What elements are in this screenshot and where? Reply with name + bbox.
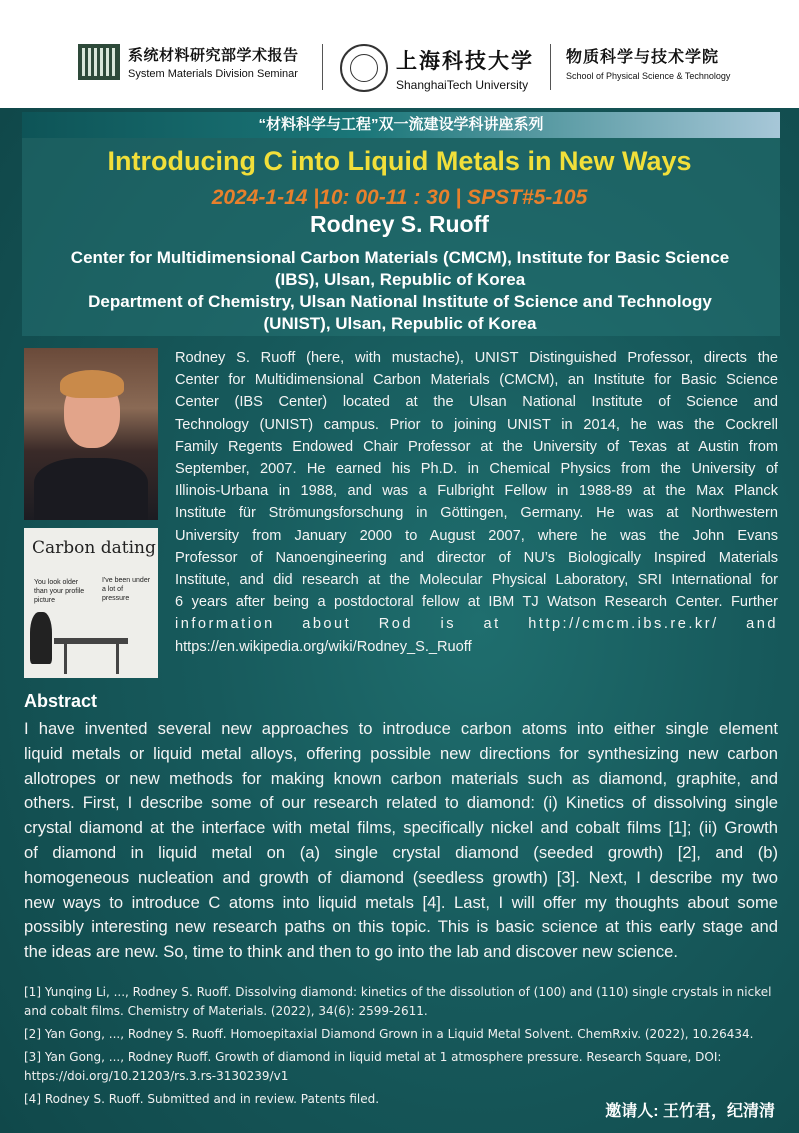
talk-date-location: 2024-1-14 |10: 00-11 : 30 | SPST#5-105 (211, 186, 588, 209)
abstract-line: homogeneous nucleation and growth of diamond (seedless growth) [3]. Next, I describe my two (24, 867, 778, 887)
abstract-line: of diamond in liquid metal on (a) single crystal diamond (seeded growth) [2], and (b) (24, 842, 778, 862)
abstract-text (24, 717, 778, 965)
shanghaitech-logo (340, 44, 534, 92)
abstract-line: crystal diamond at the interface with metal films, specifically nickel and cobalt films [1]; (ii) Growth (24, 818, 778, 838)
reference-item: [2] Yan Gong, ..., Rodney S. Ruoff. Homoepitaxial Diamond Grown in a Liquid Metal Solvent. ChemRxiv. (2022), 10.26434. (24, 1027, 754, 1041)
division-name-en: System Materials Division Seminar (128, 68, 298, 80)
bio-line: Center for Multidimensional Carbon Materials (CMCM), an Institute for Basic Science (175, 372, 778, 389)
abstract-heading: Abstract (24, 691, 98, 711)
header-divider (550, 44, 551, 90)
affiliation-2: Department of Chemistry, Ulsan National Institute of Science and Technology (UNIST), Ulsan, Republic of Korea (88, 292, 712, 333)
speaker-photo (24, 348, 158, 520)
abstract-line: liquid metals or liquid metal alloys, offering possible new directions for synthesizing new carbon (24, 743, 778, 763)
abstract-line: the ideas are new. So, time to think and then to go into the lab and discover new science. (24, 942, 679, 962)
university-name-cn: 上海科技大学 (396, 49, 534, 73)
cartoon-bubble-left: You look older than your profile picture (34, 579, 85, 604)
references (24, 983, 778, 1113)
school-name-en: School of Physical Science & Technology (566, 71, 731, 81)
reference-item: [3] Yan Gong, ..., Rodney Ruoff. Growth of diamond in liquid metal at 1 atmosphere pressure. Research Square, DOI: https://doi.org/10.21203/rs.3.rs-3130239/v1 (24, 1050, 722, 1083)
abstract-line: others. First, I describe some of our research related to diamond: (i) Kinetics of dissolving single (24, 793, 778, 813)
bio-line: Illinois-Urbana in 1988, and was a Fulbright Fellow in 1988-89 at the Max Planck (175, 483, 778, 500)
header-divider (322, 44, 323, 90)
reference-item: [4] Rodney S. Ruoff. Submitted and in review. Patents filed. (24, 1092, 380, 1106)
bio-line: Institute für Strömungsforschung in Göttingen, Germany. He was at Northwestern (175, 505, 778, 522)
reference-item: [1] Yunqing Li, ..., Rodney S. Ruoff. Dissolving diamond: kinetics of the dissolution of (100) and (110) single crystals in nickel and cobalt films. Chemistry of Materials. (2022), 34(6): 2599-2611. (24, 985, 772, 1018)
abstract-line: I have invented several new approaches to introduce carbon atoms into either single element (24, 719, 778, 738)
bio-line: Center (IBS Center) located at the Ulsan National Institute of Science and (175, 394, 778, 411)
inviter: 邀请人: 王竹君，纪清清 (605, 1103, 775, 1120)
system-materials-logo (78, 44, 299, 80)
bio-line: Institute, and did research at the Molecular Physical Laboratory, SRI International for (175, 572, 778, 589)
carbon-dating-cartoon (24, 528, 158, 678)
bio-line: 6 years after being a postdoctoral fellow at IBM TJ Watson Research Center. Further (175, 594, 778, 611)
school-name-cn: 物质科学与技术学院 (566, 49, 720, 66)
division-name-cn: 系统材料研究部学术报告 (128, 47, 299, 64)
lecture-series-banner: “材料科学与工程”双一流建设学科讲座系列 (22, 112, 780, 138)
bio-line: University from January 2000 to August 2007, where he was the John Evans (175, 527, 778, 544)
bio-line: Technology (UNIST) campus. Prior to joining UNIST in 2014, he was the Cockrell (175, 416, 778, 433)
school-logo (566, 44, 730, 81)
bio-line: Professor of Nanoengineering and director of NU’s Biologically Inspired Materials (175, 549, 778, 566)
speaker-name: Rodney S. Ruoff (310, 211, 489, 237)
bio-line: information about Rod is at http://cmcm.ibs.re.kr/ and (175, 616, 778, 633)
abstract-line: new ways to introduce C atoms into liquid metals [4]. Last, I will offer my thoughts about some (24, 892, 778, 912)
affiliation-1: Center for Multidimensional Carbon Materials (CMCM), Institute for Basic Science (IBS), Ulsan, Republic of Korea (70, 248, 730, 289)
division-logo-icon (78, 44, 120, 80)
bio-line: September, 2007. He earned his Ph.D. in Chemical Physics from the University of (175, 461, 778, 478)
talk-title: Introducing C into Liquid Metals in New Ways (107, 146, 692, 176)
header-bar (0, 0, 799, 108)
bio-line: https://en.wikipedia.org/wiki/Rodney_S._Ruoff (175, 638, 472, 655)
university-name-en: ShanghaiTech University (396, 77, 529, 92)
university-seal-icon (340, 44, 388, 92)
bio-line: Rodney S. Ruoff (here, with mustache), UNIST Distinguished Professor, directs the (175, 350, 778, 366)
bio-line: Family Regents Endowed Chair Professor at the University of Texas at Austin from (175, 438, 778, 455)
speaker-bio (175, 347, 778, 658)
abstract-line: possibly interesting new research paths on this topic. This is basic science at this early stage and (24, 917, 778, 937)
abstract-line: allotropes or new methods for making known carbon materials such as diamond, graphite, and (24, 768, 778, 788)
cartoon-bubble-right: I've been under a lot of pressure (102, 577, 151, 602)
cartoon-title: Carbon dating (32, 538, 156, 558)
